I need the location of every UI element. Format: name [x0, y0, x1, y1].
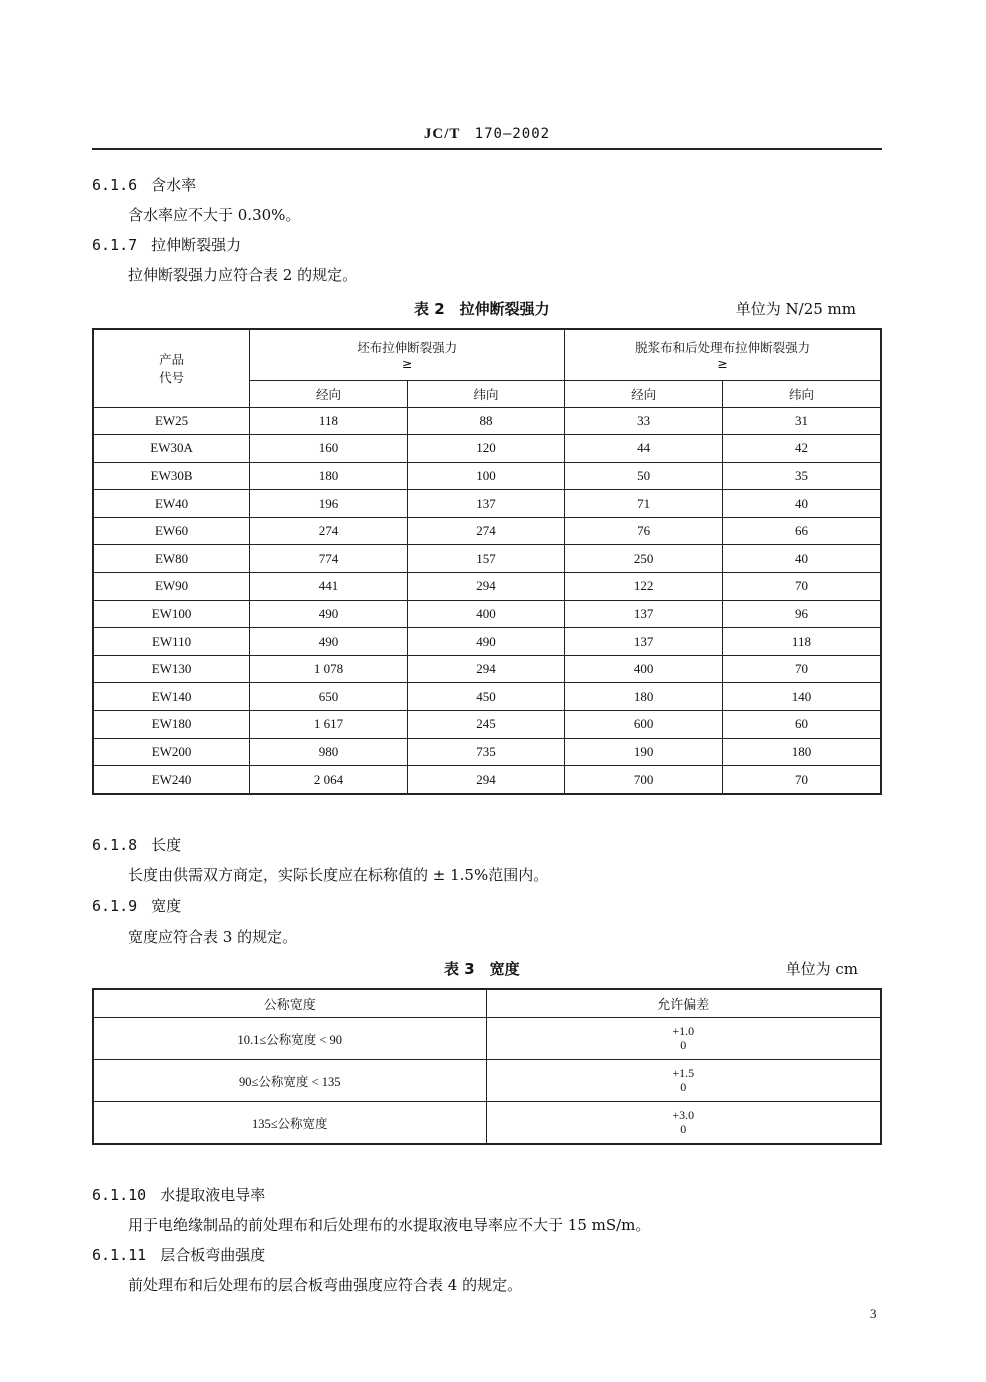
- page-number: 3: [870, 1306, 877, 1321]
- section-heading-6-1-11: [92, 1244, 265, 1265]
- strength-value-cell: 274: [250, 517, 408, 545]
- weft-header: 纬向: [722, 380, 881, 407]
- strength-value-cell: 44: [565, 435, 723, 463]
- table3-caption: 表 3 宽度: [444, 960, 520, 978]
- standard-code: JC/T: [423, 126, 461, 142]
- table-row: [93, 711, 881, 739]
- strength-value-cell: 120: [407, 435, 565, 463]
- strength-value-cell: 490: [407, 628, 565, 656]
- section-heading-6-1-8: [92, 834, 181, 855]
- tolerance-cell: [486, 1102, 881, 1145]
- strength-value-cell: 33: [565, 407, 723, 435]
- section-text-6-1-10: 用于电绝缘制品的前处理布和后处理布的水提取液电导率应不大于 15 mS/m。: [128, 1216, 651, 1234]
- strength-value-cell: 42: [722, 435, 881, 463]
- nominal-width-header: 公称宽度: [93, 989, 486, 1018]
- strength-value-cell: 450: [407, 683, 565, 711]
- tolerance-plus: +1.5: [672, 1066, 695, 1080]
- section-text-6-1-6: 含水率应不大于 0.30%。: [128, 206, 301, 224]
- table-row: [93, 435, 881, 463]
- table-row: [93, 738, 881, 766]
- strength-value-cell: 735: [407, 738, 565, 766]
- strength-value-cell: 118: [722, 628, 881, 656]
- standard-number: 170—2002: [474, 126, 551, 142]
- strength-value-cell: 600: [565, 711, 723, 739]
- table-row: [93, 683, 881, 711]
- strength-value-cell: 774: [250, 545, 408, 573]
- section-title: 层合板弯曲强度: [160, 1246, 266, 1264]
- strength-value-cell: 650: [250, 683, 408, 711]
- header-divider: [92, 148, 882, 150]
- strength-value-cell: 50: [565, 462, 723, 490]
- section-number: 6.1.11: [92, 1246, 147, 1264]
- strength-value-cell: 122: [565, 573, 723, 601]
- strength-value-cell: 1 078: [250, 655, 408, 683]
- strength-value-cell: 196: [250, 490, 408, 518]
- weft-header: 纬向: [407, 380, 565, 407]
- strength-value-cell: 96: [722, 600, 881, 628]
- table2-caption: 表 2 拉伸断裂强力: [414, 300, 550, 318]
- strength-value-cell: 294: [407, 573, 565, 601]
- product-code-cell: EW240: [93, 766, 250, 794]
- strength-value-cell: 137: [565, 628, 723, 656]
- strength-value-cell: 137: [407, 490, 565, 518]
- strength-value-cell: 2 064: [250, 766, 408, 794]
- table3-body: [93, 1018, 881, 1145]
- nominal-width-range-cell: 135≤公称宽度: [93, 1102, 486, 1145]
- section-number: 6.1.8: [92, 836, 138, 854]
- strength-value-cell: 70: [722, 573, 881, 601]
- warp-header: 经向: [565, 380, 723, 407]
- section-heading-6-1-6: [92, 174, 196, 195]
- strength-value-cell: 400: [407, 600, 565, 628]
- table-row: [93, 1102, 881, 1145]
- tolerance-plus: +1.0: [672, 1024, 695, 1038]
- tolerance-header: 允许偏差: [486, 989, 881, 1018]
- section-text-6-1-9: 宽度应符合表 3 的规定。: [128, 928, 298, 946]
- section-number: 6.1.9: [92, 897, 138, 915]
- strength-value-cell: 441: [250, 573, 408, 601]
- product-code-cell: EW30A: [93, 435, 250, 463]
- product-code-header: 产品 代号: [93, 329, 250, 407]
- section-title: 长度: [151, 836, 182, 854]
- table-row: [93, 1060, 881, 1102]
- section-title: 水提取液电导率: [160, 1186, 266, 1204]
- table-row: [93, 628, 881, 656]
- tolerance-minus: 0: [680, 1122, 687, 1136]
- strength-value-cell: 250: [565, 545, 723, 573]
- strength-value-cell: 190: [565, 738, 723, 766]
- product-code-cell: EW200: [93, 738, 250, 766]
- section-text-6-1-7: 拉伸断裂强力应符合表 2 的规定。: [128, 266, 358, 284]
- table-row: [93, 545, 881, 573]
- warp-header: 经向: [250, 380, 408, 407]
- tolerance-cell: [486, 1018, 881, 1060]
- strength-value-cell: 100: [407, 462, 565, 490]
- tolerance-plus: +3.0: [672, 1108, 695, 1122]
- strength-value-cell: 70: [722, 655, 881, 683]
- strength-value-cell: 66: [722, 517, 881, 545]
- table2-unit: 单位为 N/25 mm: [735, 300, 856, 318]
- strength-value-cell: 294: [407, 655, 565, 683]
- strength-value-cell: 160: [250, 435, 408, 463]
- table-row: [93, 1018, 881, 1060]
- strength-value-cell: 35: [722, 462, 881, 490]
- tensile-strength-table: [92, 328, 882, 795]
- section-title: 拉伸断裂强力: [151, 236, 242, 254]
- table2-body: [93, 407, 881, 794]
- strength-value-cell: 180: [250, 462, 408, 490]
- product-code-cell: EW30B: [93, 462, 250, 490]
- strength-value-cell: 31: [722, 407, 881, 435]
- nominal-width-range-cell: 10.1≤公称宽度 < 90: [93, 1018, 486, 1060]
- product-code-cell: EW100: [93, 600, 250, 628]
- strength-value-cell: 71: [565, 490, 723, 518]
- nominal-width-range-cell: 90≤公称宽度 < 135: [93, 1060, 486, 1102]
- strength-value-cell: 274: [407, 517, 565, 545]
- strength-value-cell: 60: [722, 711, 881, 739]
- strength-value-cell: 118: [250, 407, 408, 435]
- strength-value-cell: 140: [722, 683, 881, 711]
- strength-value-cell: 88: [407, 407, 565, 435]
- section-heading-6-1-10: [92, 1184, 265, 1205]
- product-code-cell: EW80: [93, 545, 250, 573]
- strength-value-cell: 137: [565, 600, 723, 628]
- product-code-cell: EW25: [93, 407, 250, 435]
- table-row: [93, 407, 881, 435]
- section-heading-6-1-7: [92, 234, 241, 255]
- product-code-cell: EW40: [93, 490, 250, 518]
- table-row: [93, 490, 881, 518]
- table-row: [93, 517, 881, 545]
- table3-unit: 单位为 cm: [785, 960, 858, 978]
- section-number: 6.1.7: [92, 236, 138, 254]
- product-code-cell: EW90: [93, 573, 250, 601]
- tolerance-minus: 0: [680, 1080, 687, 1094]
- strength-value-cell: 157: [407, 545, 565, 573]
- strength-value-cell: 700: [565, 766, 723, 794]
- width-table: [92, 988, 882, 1145]
- product-code-cell: EW140: [93, 683, 250, 711]
- tolerance-minus: 0: [680, 1038, 687, 1052]
- strength-value-cell: 400: [565, 655, 723, 683]
- section-text-6-1-8: 长度由供需双方商定，实际长度应在标称值的 ± 1.5%范围内。: [128, 866, 549, 884]
- page-header: [92, 126, 882, 143]
- section-title: 宽度: [151, 897, 182, 915]
- product-code-cell: EW130: [93, 655, 250, 683]
- product-code-cell: EW110: [93, 628, 250, 656]
- product-code-cell: EW180: [93, 711, 250, 739]
- strength-value-cell: 245: [407, 711, 565, 739]
- section-text-6-1-11: 前处理布和后处理布的层合板弯曲强度应符合表 4 的规定。: [128, 1276, 523, 1294]
- strength-value-cell: 180: [565, 683, 723, 711]
- strength-value-cell: 70: [722, 766, 881, 794]
- strength-value-cell: 490: [250, 628, 408, 656]
- treated-strength-header: 脱浆布和后处理布拉伸断裂强力 ≥: [565, 329, 881, 380]
- product-code-cell: EW60: [93, 517, 250, 545]
- strength-value-cell: 76: [565, 517, 723, 545]
- table-row: [93, 600, 881, 628]
- greige-strength-header: 坯布拉伸断裂强力 ≥: [250, 329, 565, 380]
- tolerance-cell: [486, 1060, 881, 1102]
- strength-value-cell: 490: [250, 600, 408, 628]
- strength-value-cell: 180: [722, 738, 881, 766]
- strength-value-cell: 1 617: [250, 711, 408, 739]
- table-row: [93, 462, 881, 490]
- section-heading-6-1-9: [92, 895, 181, 916]
- section-number: 6.1.10: [92, 1186, 147, 1204]
- strength-value-cell: 294: [407, 766, 565, 794]
- table-row: [93, 766, 881, 794]
- strength-value-cell: 40: [722, 490, 881, 518]
- table-row: [93, 573, 881, 601]
- section-title: 含水率: [151, 176, 197, 194]
- section-number: 6.1.6: [92, 176, 138, 194]
- table-row: [93, 655, 881, 683]
- strength-value-cell: 40: [722, 545, 881, 573]
- strength-value-cell: 980: [250, 738, 408, 766]
